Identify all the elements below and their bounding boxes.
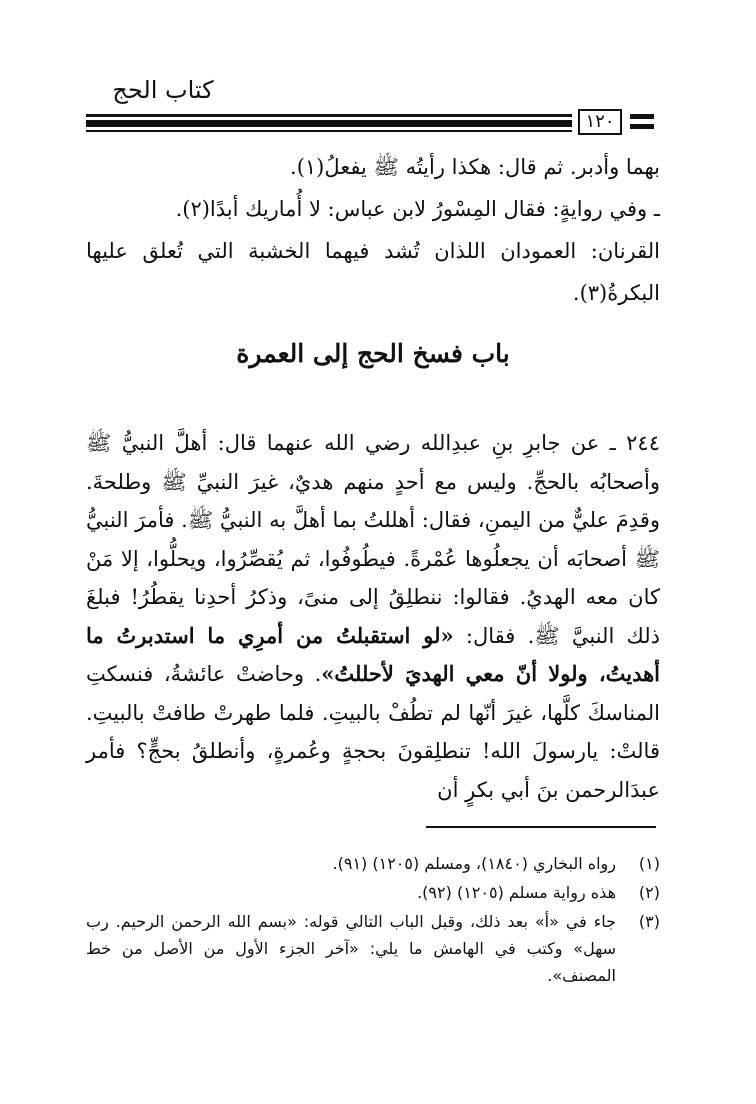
footnotes — [86, 850, 660, 991]
hadith-part-2: . وحاضتْ عائشةُ، فنسكتِ المناسكَ كلَّها، غيرَ أنّها لم تطُفْ بالبيتِ. فلما طهرتْ طافتْ بالبيتِ. قالتْ: يارسولَ الله! تنطلِقونَ بحجةٍ وعُمرةٍ، وأنطلقُ بحجٍّ؟ فأمر عبدَالرحمن بنَ أبي بكرٍ أن — [86, 662, 660, 802]
intro-paragraph — [86, 146, 660, 314]
footnote-number: (١) — [638, 854, 660, 873]
page-number-ornament-top — [630, 114, 654, 119]
running-title: كتاب الحج — [112, 76, 214, 104]
hadith-quote: «لو استقبلتُ من أمرِي ما استدبرتُ ما أهديتُ، ولولا أنّ معي الهديَ لأحللتُ» — [86, 622, 661, 686]
footnote-text: جاء في «أ» بعد ذلك، وقبل الباب التالي قوله: «بسم الله الرحمن الرحيم. رب سهل» وكتب في الهامش ما يلي: «آخر الجزء الأول من الأصل من خط المصنف». — [86, 912, 616, 985]
footnote-item — [86, 879, 660, 906]
header-rule-thick — [86, 120, 572, 127]
intro-line-1: بهما وأدبر. ثم قال: هكذا رأيتُه ﷺ يفعلُ(١). — [290, 155, 660, 179]
page-number-ornament-bottom — [630, 124, 654, 129]
page-number: ١٢٠ — [578, 109, 622, 135]
intro-line-3: القرنان: العمودان اللذان تُشد فيهما الخشبة التي تُعلق عليها البكرةُ(٣). — [86, 239, 660, 305]
footnote-text: هذه رواية مسلم (١٢٠٥) (٩٢). — [417, 883, 616, 902]
footnote-separator — [426, 826, 656, 828]
header-rule-bottom — [86, 130, 572, 132]
chapter-heading: باب فسخ الحج إلى العمرة — [236, 339, 510, 368]
header-rule-thin — [86, 114, 572, 117]
footnote-number: (٢) — [638, 883, 660, 902]
hadith-paragraph — [86, 424, 660, 809]
hadith-text — [86, 424, 660, 809]
hadith-part-1: ٢٤٤ ـ عن جابرِ بنِ عبدِالله رضي الله عنهما قال: أهلَّ النبيُّ ﷺ وأصحابُه بالحجِّ. وليس مع أحدٍ منهم هديٌ، غيرَ النبيِّ ﷺ وطلحةَ. وقدِمَ عليٌّ من اليمنِ، فقال: أهللتُ بما أهلَّ به النبيُّ ﷺ. فأمرَ النبيُّ ﷺ أصحابَه أن يجعلُوها عُمْرةً. فيطُوفُوا، ثم يُقصِّرُوا، ويحلُّوا، إلا مَنْ كان معه الهديُ. فقالوا: ننطلِقُ إلى منىً، وذكرُ أحدِنا يقطُرُ! فبلغَ ذلك النبيَّ ﷺ. فقال: — [86, 431, 660, 648]
footnote-item — [86, 850, 660, 877]
intro-line-2: ـ وفي روايةٍ: فقال المِسْورُ لابن عباس: لا أُماريك أبدًا(٢). — [175, 197, 660, 221]
footnote-text: رواه البخاري (١٨٤٠)، ومسلم (١٢٠٥) (٩١). — [332, 854, 616, 873]
footnote-number: (٣) — [638, 912, 660, 931]
footnote-item — [86, 908, 660, 989]
